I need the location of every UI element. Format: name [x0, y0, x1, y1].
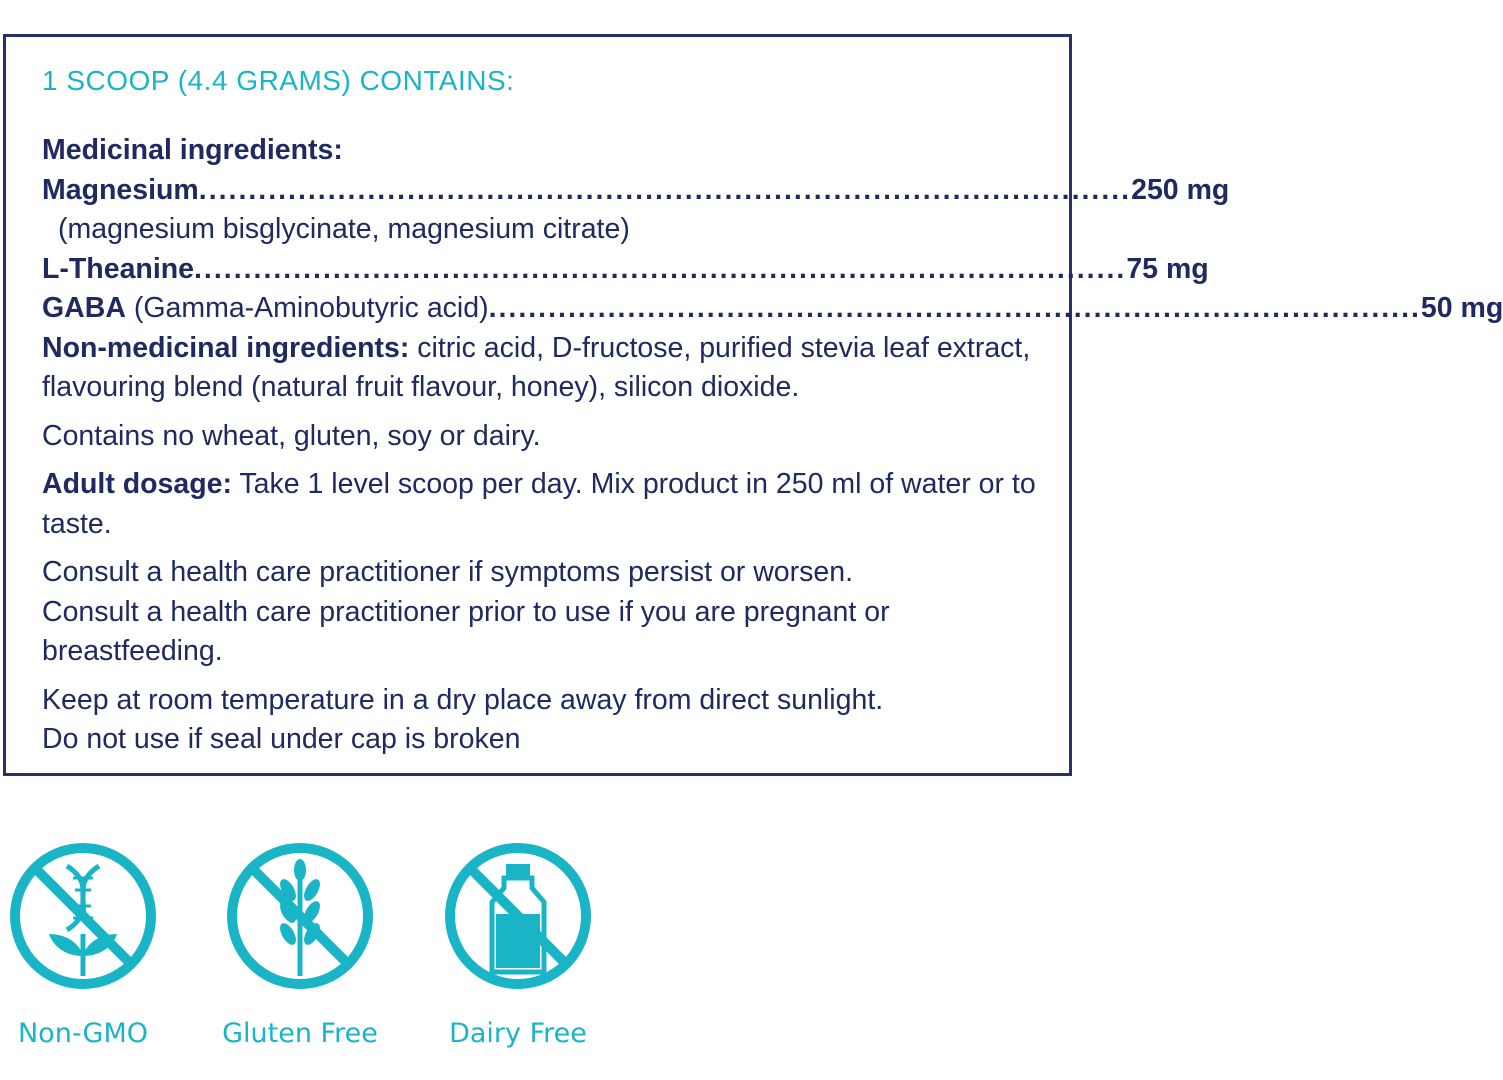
dot-leader: ..............................................................................................: [198, 173, 1132, 206]
warning-text: Consult a health care practitioner if symptoms persist or worsen.: [42, 556, 853, 588]
storage-text: Keep at room temperature in a dry place away from direct sunlight.: [42, 683, 884, 716]
ingredient-name: Magnesium: [42, 173, 199, 206]
dot-leader: ..............................................................................................: [488, 292, 1421, 324]
ingredient-amount: 75 mg: [1126, 252, 1209, 285]
badge-non-gmo: [0, 838, 183, 1049]
serving-heading: 1 SCOOP (4.4 GRAMS) CONTAINS:: [42, 65, 515, 96]
dna-plant-icon: [5, 838, 161, 994]
supplement-facts-panel: [3, 34, 1503, 776]
ingredient-amount: 50 mg: [1420, 292, 1503, 324]
wheat-icon: [222, 838, 378, 994]
ingredient-row: [42, 250, 1209, 290]
dosage-text: Take 1 level scoop per day. Mix product in 250 ml of water or to taste.: [42, 468, 1036, 540]
milk-bottle-icon: [440, 838, 596, 994]
allergen-statement: Contains no wheat, gluten, soy or dairy.: [42, 419, 541, 452]
warning-text: Consult a health care practitioner prior to use if you are pregnant or breastfeeding.: [42, 595, 890, 667]
ingredient-name: L-Theanine: [42, 252, 195, 285]
ingredient-source: (magnesium bisglycinate, magnesium citrate): [58, 213, 630, 245]
ingredient-row: GABA (Gamma-Aminobutyric acid) .............................................................................................. 50 mg: [42, 289, 1042, 329]
badge-dairy-free: [418, 838, 618, 1049]
ingredient-amount: 250 mg: [1131, 173, 1230, 206]
label-body: [42, 131, 1503, 760]
badge-label: Non-GMO: [17, 1018, 149, 1049]
dot-leader: ..............................................................................................: [194, 252, 1127, 285]
badge-label: Gluten Free: [222, 1018, 378, 1049]
badge-row: [0, 838, 1080, 1068]
ingredient-row: [42, 171, 1230, 211]
badge-label: Dairy Free: [449, 1018, 587, 1049]
dosage-label: Adult dosage:: [42, 468, 232, 500]
nonmedicinal-text: citric acid, D-fructose, purified stevia leaf extract, flavouring blend (natural fruit flavour, honey), silicon dioxide.: [42, 331, 1031, 403]
badge-gluten-free: [200, 838, 400, 1049]
medicinal-title: Medicinal ingredients:: [42, 134, 343, 166]
nonmedicinal-label: Non-medicinal ingredients:: [42, 331, 410, 364]
seal-text: Do not use if seal under cap is broken: [42, 723, 521, 755]
ingredient-name: GABA: [42, 292, 126, 324]
